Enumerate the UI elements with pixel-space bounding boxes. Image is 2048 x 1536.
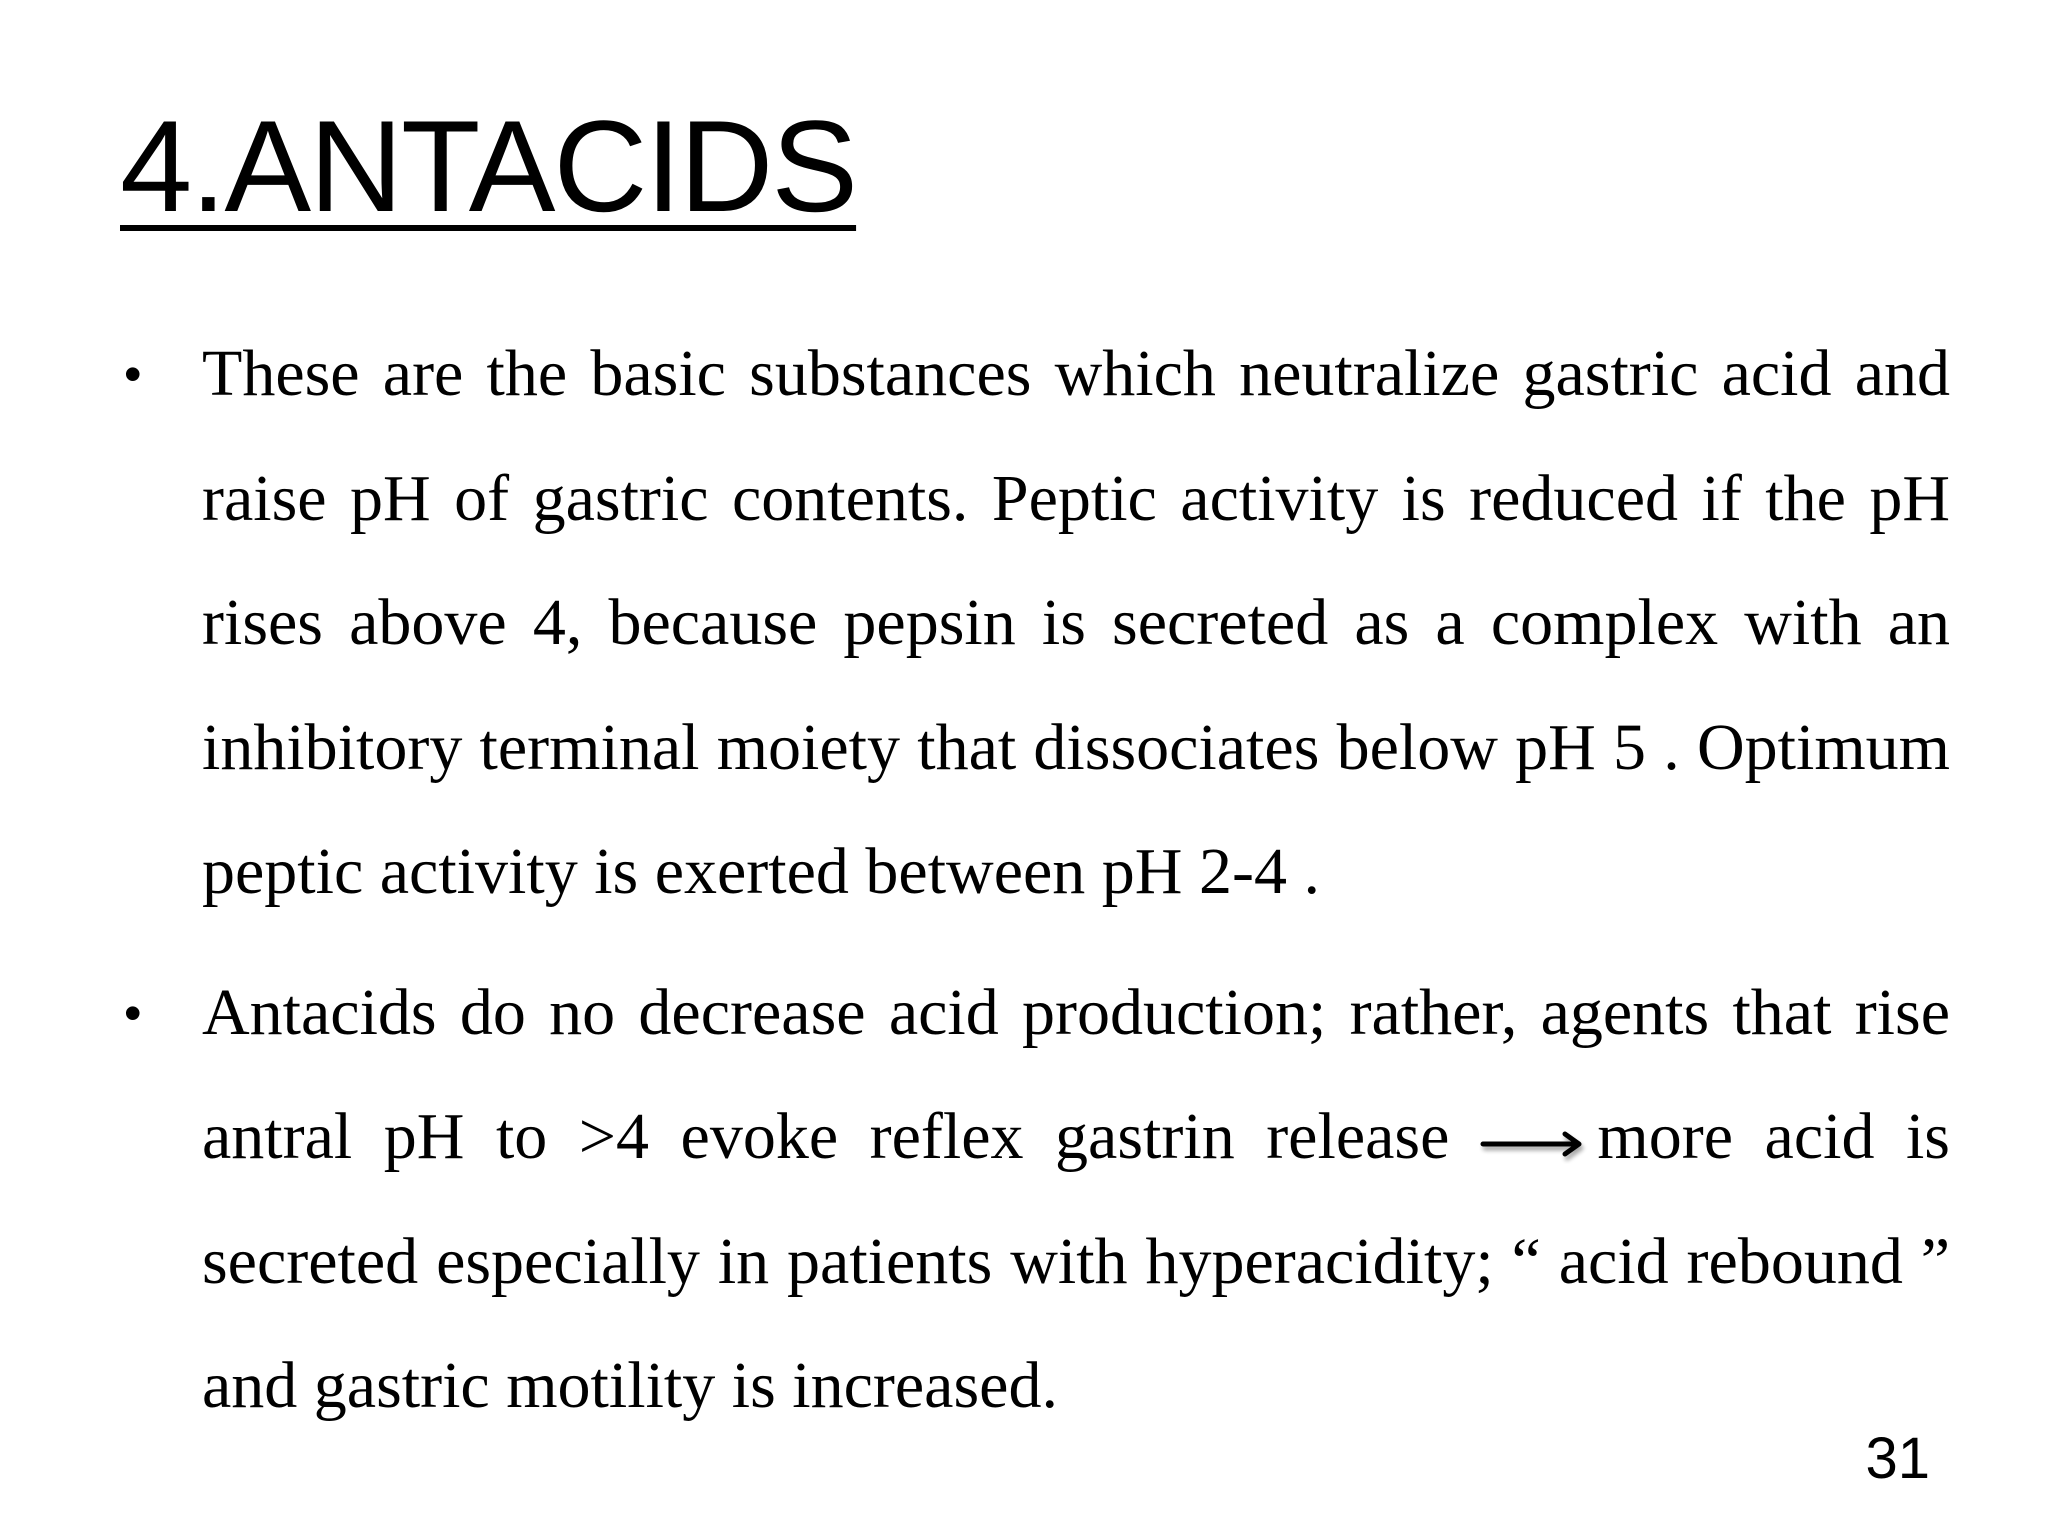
page-number: 31 [1865, 1426, 1930, 1491]
bullet-text-before-arrow: Antacids do no decrease acid production; rather, agents that rise antral pH to >4 evoke reflex gastrin release [202, 975, 1950, 1173]
bullet-text-after-arrow: more acid is secreted especially in patients with hyperacidity; “ acid rebound ” and gastric motility is increased. [202, 1100, 1950, 1422]
right-arrow-icon [1479, 1124, 1591, 1164]
bullet-marker: • [124, 984, 142, 1041]
bullet-list [120, 312, 1950, 1449]
bullet-text: These are the basic substances which neutralize gastric acid and raise pH of gastric contents. Peptic activity is reduced if the pH rises above 4, because pepsin is secreted as a complex with an inhibitory terminal moiety that dissociates below pH 5 . Optimum peptic activity is exerted between pH 2-4 . [202, 337, 1950, 908]
bullet-item [120, 312, 1950, 935]
slide-title: 4.ANTACIDS [120, 93, 857, 239]
bullet-item [120, 951, 1950, 1449]
bullet-marker: • [124, 346, 142, 402]
